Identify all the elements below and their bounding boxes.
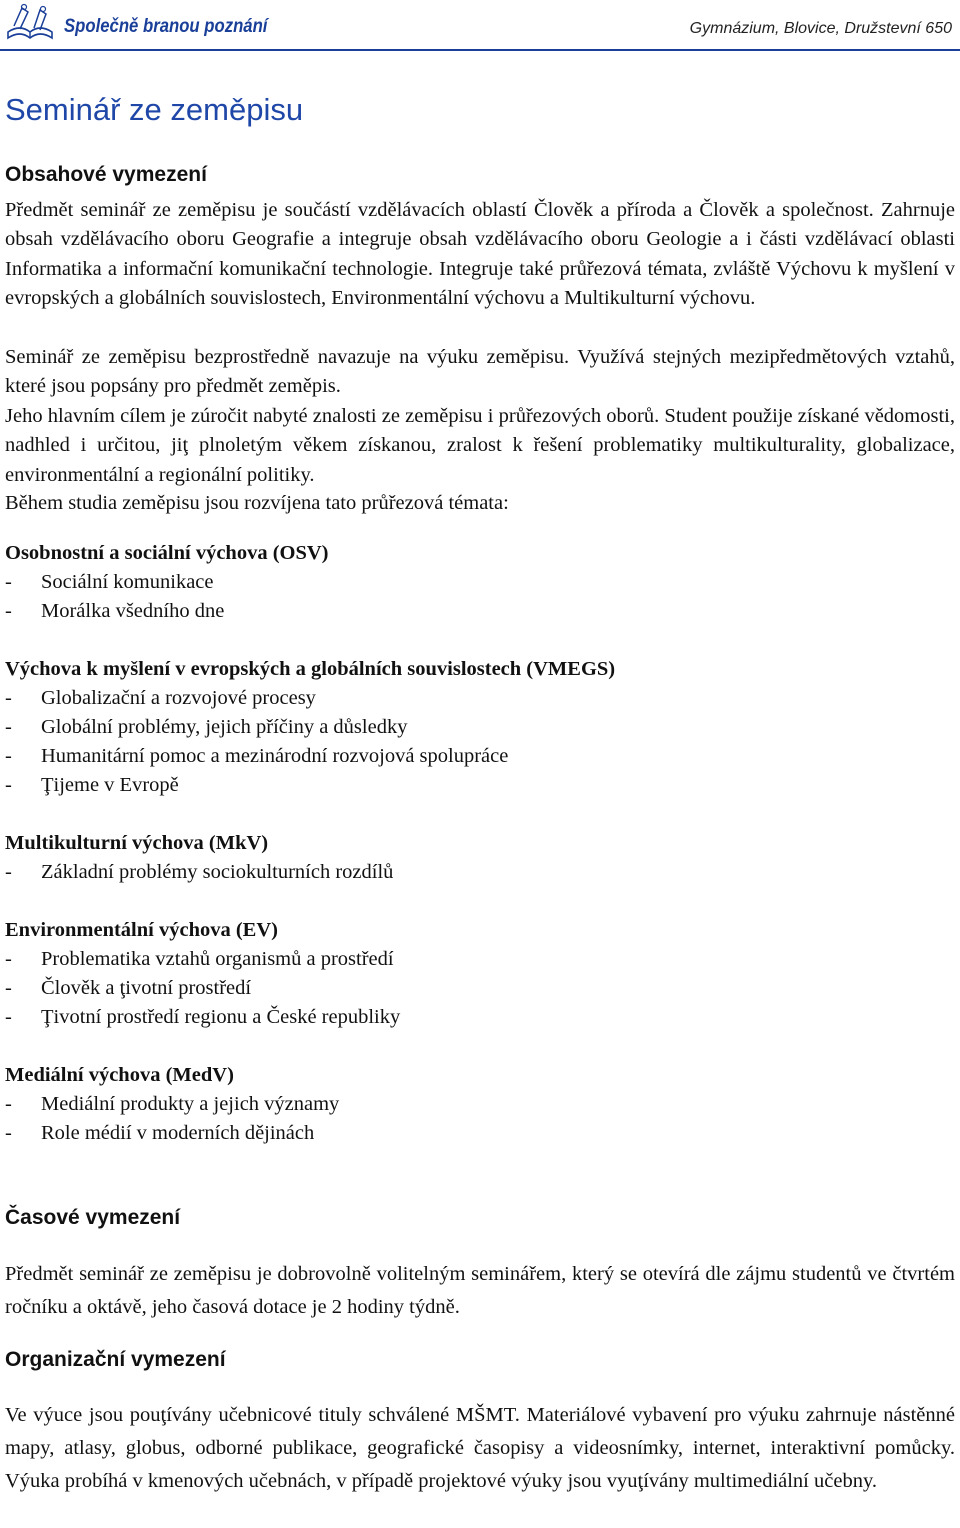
dash: -: [5, 1122, 12, 1144]
theme-item-text: Ţijeme v Evropě: [41, 774, 179, 796]
page-header: [0, 0, 960, 50]
theme-item: [5, 716, 407, 739]
theme-item: [5, 1006, 400, 1029]
theme-item: [5, 1122, 314, 1145]
theme-item-text: Základní problémy sociokulturních rozdílů: [41, 861, 394, 883]
theme-item-text: Člověk a ţivotní prostředí: [41, 977, 252, 999]
dash: -: [5, 745, 12, 767]
dash: -: [5, 716, 12, 738]
theme-item: [5, 745, 508, 768]
theme-item-text: Morálka všedního dne: [41, 600, 225, 622]
organizacni-paragraph: Ve výuce jsou pouţívány učebnicové tituly schválené MŠMT. Materiálové vybavení pro výuku zahrnuje nástěnné mapy, atlasy, globus, odborné publikace, geografické časopisy a videosnímky, internet, interaktivní pomůcky. Výuka probíhá v kmenových učebnách, v případě projektové výuky jsou vyuţívány multimediální učebny.: [5, 1404, 955, 1492]
dash: -: [5, 948, 12, 970]
theme-heading-ev: Environmentální výchova (EV): [5, 919, 278, 941]
dash: -: [5, 774, 12, 796]
header-divider: [0, 49, 960, 51]
theme-item: [5, 948, 394, 971]
open-book-logo-icon: [4, 2, 56, 46]
theme-item: [5, 861, 393, 884]
theme-item-text: Sociální komunikace: [41, 571, 214, 593]
organizacni-heading: Organizační vymezení: [5, 1348, 226, 1371]
casove-paragraph: Předmět seminář ze zeměpisu je dobrovolně volitelným seminářem, který se otevírá dle zájmu studentů ve čtvrtém ročníku a oktávě, jeho časová dotace je 2 hodiny týdně.: [5, 1263, 955, 1318]
theme-item: [5, 977, 251, 1000]
dash: -: [5, 1006, 12, 1028]
dash: -: [5, 977, 12, 999]
dash: -: [5, 571, 12, 593]
theme-item-text: Problematika vztahů organismů a prostředí: [41, 948, 394, 970]
theme-item-text: Role médií v moderních dějinách: [41, 1122, 315, 1144]
theme-item-text: Humanitární pomoc a mezinárodní rozvojová spolupráce: [41, 745, 509, 767]
logo-text: Společně branou poznání: [64, 16, 268, 37]
dash: -: [5, 1093, 12, 1115]
theme-item: [5, 774, 179, 797]
theme-item: [5, 600, 224, 623]
obsahove-heading: Obsahové vymezení: [5, 163, 207, 186]
dash: -: [5, 861, 12, 883]
page-title: Seminář ze zeměpisu: [5, 92, 304, 127]
theme-item: [5, 571, 214, 594]
dash: -: [5, 600, 12, 622]
theme-heading-medv: Mediální výchova (MedV): [5, 1064, 234, 1086]
theme-item: [5, 1093, 339, 1116]
obsahove-paragraph-3: Jeho hlavním cílem je zúročit nabyté znalosti ze zeměpisu i průřezových oborů. Student použije získané vědomosti, nadhled i určitou, jiţ plnoletým věkem získanou, zralost k řešení problematiky multikulturality, globalizace, environmentální a regionální politiky.: [5, 405, 955, 486]
theme-heading-vmegs: Výchova k myšlení v evropských a globálních souvislostech (VMEGS): [5, 658, 616, 680]
theme-item-text: Globalizační a rozvojové procesy: [41, 687, 316, 709]
casove-heading: Časové vymezení: [5, 1206, 181, 1229]
obsahove-paragraph-1: Předmět seminář ze zeměpisu je součástí vzdělávacích oblastí Člověk a příroda a Člověk a společnost. Zahrnuje obsah vzdělávacího oboru Geografie a integruje obsah vzdělávacího oboru Geologie a i části vzdělávací oblasti Informatika a informační komunikační technologie. Integruje také průřezová témata, zvláště Výchovu k myšlení v evropských a globálních souvislostech, Environmentální výchovu a Multikulturní výchovu.: [5, 199, 955, 310]
obsahove-paragraph-4: Během studia zeměpisu jsou rozvíjena tato průřezová témata:: [5, 492, 509, 514]
dash: -: [5, 687, 12, 709]
school-address: Gymnázium, Blovice, Družstevní 650: [689, 20, 952, 37]
obsahove-paragraph-2: Seminář ze zeměpisu bezprostředně navazuje na výuku zeměpisu. Využívá stejných mezipředmětových vztahů, které jsou popsány pro předmět zeměpis.: [5, 346, 955, 398]
theme-item-text: Ţivotní prostředí regionu a České republiky: [41, 1006, 401, 1028]
theme-heading-osv: Osobnostní a sociální výchova (OSV): [5, 542, 329, 564]
theme-heading-mkv: Multikulturní výchova (MkV): [5, 832, 269, 854]
theme-item-text: Mediální produkty a jejich významy: [41, 1093, 340, 1115]
theme-item: [5, 687, 316, 710]
theme-item-text: Globální problémy, jejich příčiny a důsledky: [41, 716, 408, 738]
